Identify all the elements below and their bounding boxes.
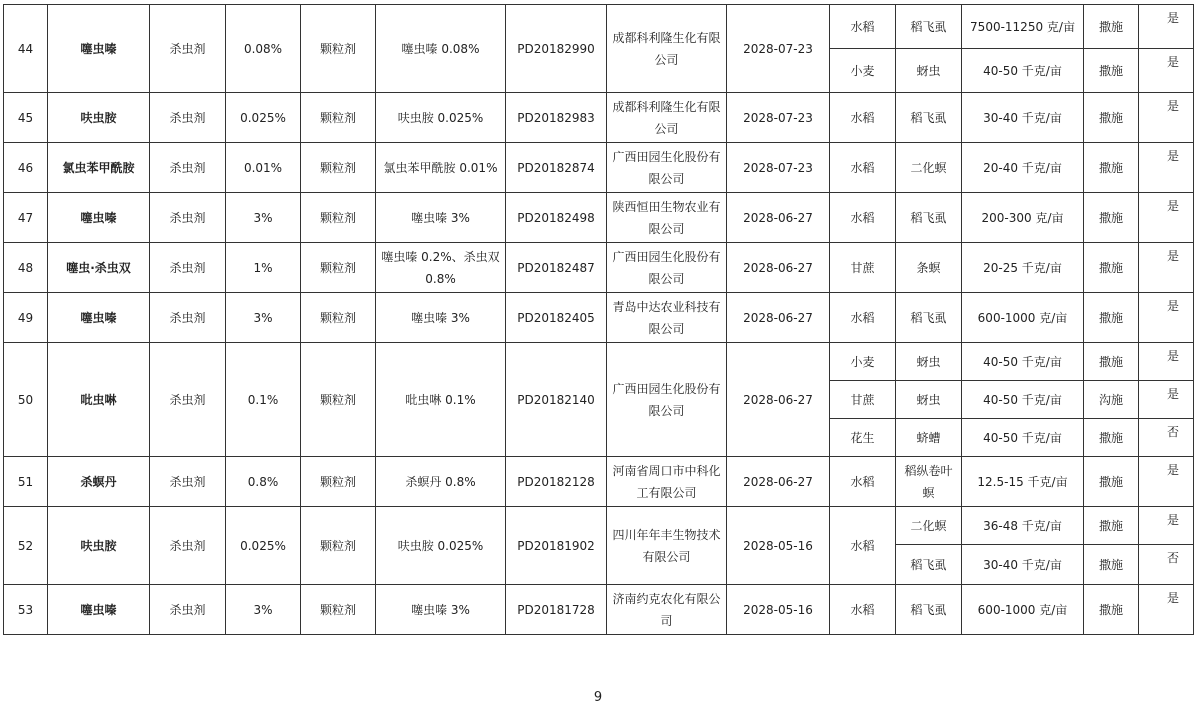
row-number-cell: 51 (4, 457, 48, 507)
application-method-cell: 撒施 (1084, 585, 1139, 635)
pesticide-type-cell: 杀虫剂 (150, 5, 226, 93)
target-pest-cell: 二化螟 (896, 143, 962, 193)
product-name-cell: 噻虫嗪 (48, 585, 150, 635)
formulation-cell: 颗粒剂 (301, 193, 376, 243)
target-pest-cell: 稻飞虱 (896, 545, 962, 585)
crop-cell: 花生 (830, 419, 896, 457)
flag-cell: 是 (1139, 243, 1194, 293)
expiry-date-cell: 2028-06-27 (727, 457, 830, 507)
total-content-cell: 0.8% (226, 457, 301, 507)
crop-cell: 水稻 (830, 193, 896, 243)
company-cell: 四川年年丰生物技术有限公司 (607, 507, 727, 585)
flag-cell: 是 (1139, 343, 1194, 381)
total-content-cell: 1% (226, 243, 301, 293)
application-method-cell: 撒施 (1084, 507, 1139, 545)
target-pest-cell: 稻飞虱 (896, 193, 962, 243)
target-pest-cell: 蛴螬 (896, 419, 962, 457)
crop-cell: 水稻 (830, 5, 896, 49)
company-cell: 广西田园生化股份有限公司 (607, 143, 727, 193)
flag-cell: 是 (1139, 457, 1194, 507)
flag-cell: 是 (1139, 381, 1194, 419)
crop-cell: 水稻 (830, 457, 896, 507)
pesticide-type-cell: 杀虫剂 (150, 343, 226, 457)
flag-cell: 是 (1139, 5, 1194, 49)
dosage-cell: 40-50 千克/亩 (962, 381, 1084, 419)
company-cell: 成都科利隆生化有限公司 (607, 5, 727, 93)
active-ingredient-cell: 噻虫嗪 3% (376, 193, 506, 243)
table-row (4, 243, 1194, 293)
row-number-cell: 45 (4, 93, 48, 143)
active-ingredient-cell: 吡虫啉 0.1% (376, 343, 506, 457)
crop-cell: 甘蔗 (830, 381, 896, 419)
total-content-cell: 3% (226, 585, 301, 635)
flag-cell: 是 (1139, 507, 1194, 545)
company-cell: 河南省周口市中科化工有限公司 (607, 457, 727, 507)
pesticide-type-cell: 杀虫剂 (150, 457, 226, 507)
crop-cell: 水稻 (830, 585, 896, 635)
dosage-cell: 20-25 千克/亩 (962, 243, 1084, 293)
target-pest-cell: 蚜虫 (896, 381, 962, 419)
application-method-cell: 撒施 (1084, 457, 1139, 507)
table-row (4, 457, 1194, 507)
product-name-cell: 噻虫嗪 (48, 193, 150, 243)
dosage-cell: 600-1000 克/亩 (962, 293, 1084, 343)
company-cell: 青岛中达农业科技有限公司 (607, 293, 727, 343)
expiry-date-cell: 2028-05-16 (727, 507, 830, 585)
formulation-cell: 颗粒剂 (301, 585, 376, 635)
expiry-date-cell: 2028-05-16 (727, 585, 830, 635)
flag-cell: 是 (1139, 93, 1194, 143)
total-content-cell: 3% (226, 293, 301, 343)
target-pest-cell: 稻飞虱 (896, 293, 962, 343)
dosage-cell: 40-50 千克/亩 (962, 419, 1084, 457)
company-cell: 广西田园生化股份有限公司 (607, 343, 727, 457)
expiry-date-cell: 2028-06-27 (727, 343, 830, 457)
crop-cell: 小麦 (830, 49, 896, 93)
row-number-cell: 44 (4, 5, 48, 93)
total-content-cell: 0.025% (226, 507, 301, 585)
product-name-cell: 噻虫嗪 (48, 293, 150, 343)
flag-cell: 是 (1139, 193, 1194, 243)
registration-number-cell: PD20182983 (506, 93, 607, 143)
product-name-cell: 噻虫嗪 (48, 5, 150, 93)
crop-cell: 水稻 (830, 93, 896, 143)
company-cell: 广西田园生化股份有限公司 (607, 243, 727, 293)
table-row (4, 343, 1194, 381)
crop-cell: 甘蔗 (830, 243, 896, 293)
total-content-cell: 0.025% (226, 93, 301, 143)
dosage-cell: 30-40 千克/亩 (962, 93, 1084, 143)
flag-cell: 否 (1139, 545, 1194, 585)
active-ingredient-cell: 噻虫嗪 3% (376, 585, 506, 635)
table-row (4, 507, 1194, 545)
flag-cell: 否 (1139, 419, 1194, 457)
expiry-date-cell: 2028-06-27 (727, 193, 830, 243)
formulation-cell: 颗粒剂 (301, 243, 376, 293)
expiry-date-cell: 2028-07-23 (727, 93, 830, 143)
application-method-cell: 沟施 (1084, 381, 1139, 419)
application-method-cell: 撒施 (1084, 193, 1139, 243)
dosage-cell: 40-50 千克/亩 (962, 49, 1084, 93)
product-name-cell: 杀螟丹 (48, 457, 150, 507)
application-method-cell: 撒施 (1084, 293, 1139, 343)
formulation-cell: 颗粒剂 (301, 507, 376, 585)
registration-number-cell: PD20182990 (506, 5, 607, 93)
active-ingredient-cell: 噻虫嗪 3% (376, 293, 506, 343)
product-name-cell: 吡虫啉 (48, 343, 150, 457)
dosage-cell: 30-40 千克/亩 (962, 545, 1084, 585)
dosage-cell: 36-48 千克/亩 (962, 507, 1084, 545)
application-method-cell: 撒施 (1084, 93, 1139, 143)
target-pest-cell: 二化螟 (896, 507, 962, 545)
row-number-cell: 50 (4, 343, 48, 457)
target-pest-cell: 稻飞虱 (896, 585, 962, 635)
company-cell: 成都科利隆生化有限公司 (607, 93, 727, 143)
active-ingredient-cell: 噻虫嗪 0.08% (376, 5, 506, 93)
registration-number-cell: PD20182140 (506, 343, 607, 457)
application-method-cell: 撒施 (1084, 343, 1139, 381)
dosage-cell: 600-1000 克/亩 (962, 585, 1084, 635)
page-number: 9 (593, 690, 603, 705)
crop-cell: 小麦 (830, 343, 896, 381)
active-ingredient-cell: 噻虫嗪 0.2%、杀虫双 0.8% (376, 243, 506, 293)
active-ingredient-cell: 氯虫苯甲酰胺 0.01% (376, 143, 506, 193)
expiry-date-cell: 2028-07-23 (727, 5, 830, 93)
product-name-cell: 氯虫苯甲酰胺 (48, 143, 150, 193)
total-content-cell: 0.1% (226, 343, 301, 457)
registration-number-cell: PD20182874 (506, 143, 607, 193)
row-number-cell: 53 (4, 585, 48, 635)
registration-number-cell: PD20182487 (506, 243, 607, 293)
flag-cell: 是 (1139, 585, 1194, 635)
total-content-cell: 0.01% (226, 143, 301, 193)
product-name-cell: 呋虫胺 (48, 507, 150, 585)
total-content-cell: 0.08% (226, 5, 301, 93)
row-number-cell: 46 (4, 143, 48, 193)
crop-cell: 水稻 (830, 293, 896, 343)
formulation-cell: 颗粒剂 (301, 457, 376, 507)
pesticide-type-cell: 杀虫剂 (150, 193, 226, 243)
target-pest-cell: 条螟 (896, 243, 962, 293)
company-cell: 陕西恒田生物农业有限公司 (607, 193, 727, 243)
company-cell: 济南约克农化有限公司 (607, 585, 727, 635)
row-number-cell: 47 (4, 193, 48, 243)
crop-cell: 水稻 (830, 143, 896, 193)
pesticide-type-cell: 杀虫剂 (150, 93, 226, 143)
active-ingredient-cell: 杀螟丹 0.8% (376, 457, 506, 507)
dosage-cell: 12.5-15 千克/亩 (962, 457, 1084, 507)
total-content-cell: 3% (226, 193, 301, 243)
product-name-cell: 噻虫·杀虫双 (48, 243, 150, 293)
formulation-cell: 颗粒剂 (301, 293, 376, 343)
application-method-cell: 撒施 (1084, 49, 1139, 93)
registration-number-cell: PD20181902 (506, 507, 607, 585)
table-row (4, 93, 1194, 143)
dosage-cell: 7500-11250 克/亩 (962, 5, 1084, 49)
flag-cell: 是 (1139, 49, 1194, 93)
formulation-cell: 颗粒剂 (301, 343, 376, 457)
table-row (4, 293, 1194, 343)
pesticide-registration-table (3, 4, 1194, 635)
formulation-cell: 颗粒剂 (301, 5, 376, 93)
crop-cell: 水稻 (830, 507, 896, 585)
registration-number-cell: PD20181728 (506, 585, 607, 635)
formulation-cell: 颗粒剂 (301, 93, 376, 143)
pesticide-type-cell: 杀虫剂 (150, 507, 226, 585)
dosage-cell: 20-40 千克/亩 (962, 143, 1084, 193)
pesticide-type-cell: 杀虫剂 (150, 243, 226, 293)
active-ingredient-cell: 呋虫胺 0.025% (376, 507, 506, 585)
row-number-cell: 52 (4, 507, 48, 585)
row-number-cell: 49 (4, 293, 48, 343)
target-pest-cell: 蚜虫 (896, 49, 962, 93)
application-method-cell: 撒施 (1084, 5, 1139, 49)
table-row (4, 585, 1194, 635)
target-pest-cell: 蚜虫 (896, 343, 962, 381)
table-row (4, 193, 1194, 243)
row-number-cell: 48 (4, 243, 48, 293)
pesticide-type-cell: 杀虫剂 (150, 293, 226, 343)
dosage-cell: 200-300 克/亩 (962, 193, 1084, 243)
application-method-cell: 撒施 (1084, 243, 1139, 293)
expiry-date-cell: 2028-07-23 (727, 143, 830, 193)
dosage-cell: 40-50 千克/亩 (962, 343, 1084, 381)
application-method-cell: 撒施 (1084, 545, 1139, 585)
table-row (4, 143, 1194, 193)
expiry-date-cell: 2028-06-27 (727, 293, 830, 343)
pesticide-type-cell: 杀虫剂 (150, 143, 226, 193)
pesticide-type-cell: 杀虫剂 (150, 585, 226, 635)
active-ingredient-cell: 呋虫胺 0.025% (376, 93, 506, 143)
target-pest-cell: 稻飞虱 (896, 5, 962, 49)
flag-cell: 是 (1139, 293, 1194, 343)
target-pest-cell: 稻纵卷叶螟 (896, 457, 962, 507)
application-method-cell: 撒施 (1084, 419, 1139, 457)
target-pest-cell: 稻飞虱 (896, 93, 962, 143)
registration-number-cell: PD20182128 (506, 457, 607, 507)
table-row (4, 5, 1194, 49)
application-method-cell: 撒施 (1084, 143, 1139, 193)
registration-number-cell: PD20182498 (506, 193, 607, 243)
registration-number-cell: PD20182405 (506, 293, 607, 343)
formulation-cell: 颗粒剂 (301, 143, 376, 193)
flag-cell: 是 (1139, 143, 1194, 193)
expiry-date-cell: 2028-06-27 (727, 243, 830, 293)
product-name-cell: 呋虫胺 (48, 93, 150, 143)
